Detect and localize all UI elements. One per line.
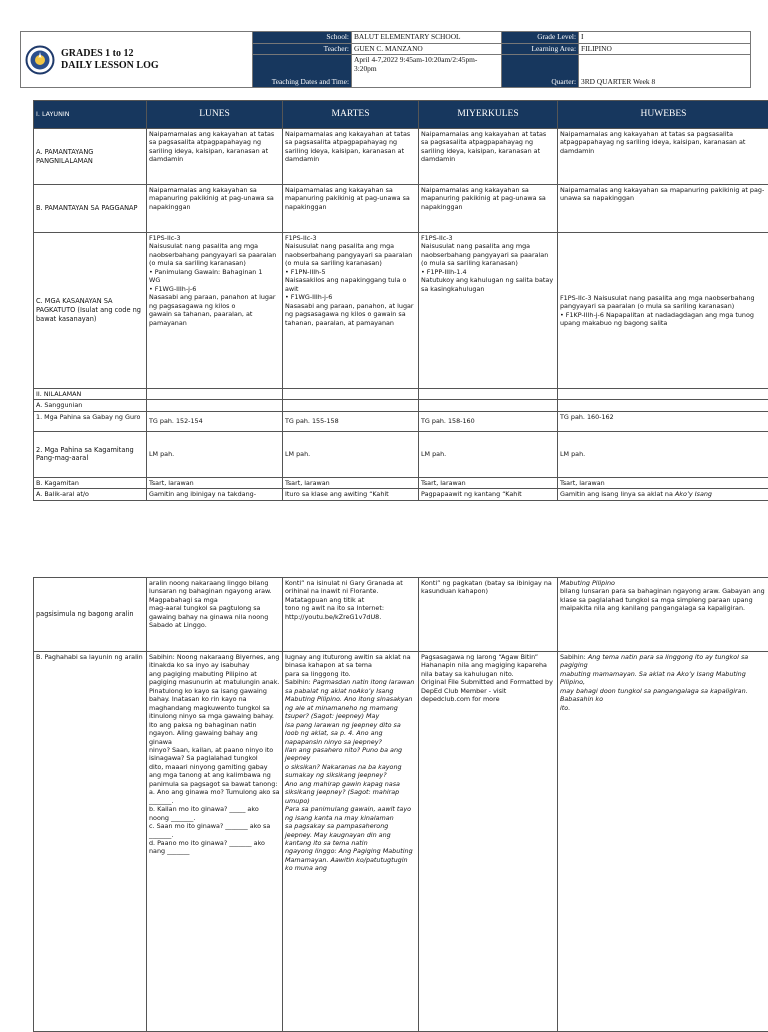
q4-italic: Ang tema natin para sa linggong ito ay tungkol sa pagiging mabuting mamamayan. Sa aklat na Ako’y Isang Mabuting Pilipino, may bahagi doon tungkol sa pangangalaga sa kapaligiran. Babasahin ko ito.	[560, 653, 748, 712]
table-cell	[419, 389, 558, 400]
balik-4-italic: Ako’y Isang	[675, 490, 712, 498]
header-table	[20, 31, 751, 88]
layunin-header: I. LAYUNIN	[34, 101, 147, 129]
table-cell: TG pah. 160-162	[558, 411, 768, 431]
kasanayan-label: C. MGA KASANAYAN SA PAGKATUTO (Isulat ang code ng bawat kasanayan)	[34, 233, 147, 389]
school-label: School:	[253, 32, 352, 44]
table-cell: Naipamamalas ang kakayahan at tatas sa pagsasalita atpagpapahayag ng sariling ideya, kaisipan, karanasan at damdamin	[283, 129, 419, 185]
learning-area-value: FILIPINO	[579, 43, 751, 55]
table-cell: Konti” ng pagkatan (batay sa ibinigay na kasunduan kahapon)	[419, 578, 558, 652]
table-cell: TG pah. 155-158	[283, 411, 419, 431]
table-cell: TG pah. 158-160	[419, 411, 558, 431]
quarter-label: Quarter:	[502, 55, 579, 88]
balik-aral-label: A. Balik-aral at/o	[34, 489, 147, 500]
teacher-label: Teacher:	[253, 43, 352, 55]
table-cell	[147, 389, 283, 400]
table-cell: Pagsasagawa ng larong “Agaw Bitin” Hahanapin nila ang magiging kapareha nila batay sa kahulugan nito. Original File Submitted and Formatted by DepEd Club Member - visit depedclub.com for more	[419, 652, 558, 1032]
table-cell: Pagpapaawit ng kantang “Kahit	[419, 489, 558, 500]
pamantayang-label: A. PAMANTAYANG PANGNILALAMAN	[34, 129, 147, 185]
table-cell: LM pah.	[558, 431, 768, 477]
table-cell: Tsart, larawan	[558, 477, 768, 488]
table-cell: Naipamamalas ang kakayahan sa mapanuring pakikinig at pag-unawa sa napakinggan	[558, 185, 768, 233]
lesson-table	[33, 100, 768, 501]
grade-level-label: Grade Level:	[502, 32, 579, 44]
table-cell	[283, 389, 419, 400]
gabay-label: 1. Mga Pahina sa Gabay ng Guro	[34, 411, 147, 431]
table-cell: Naipamamalas ang kakayahan at tatas sa pagsasalita atpagpapahayag ng sariling ideya, kaisipan, karanasan at damdamin	[558, 129, 768, 185]
quarter-value: 3RD QUARTER Week 8	[579, 55, 751, 88]
day-header-miyerkules: MIYERKULES	[419, 101, 558, 129]
table-cell: Tsart, larawan	[147, 477, 283, 488]
table-cell: Ituro sa klase ang awiting “Kahit	[283, 489, 419, 500]
table-cell: LM pah.	[419, 431, 558, 477]
table-cell: F1PS-IIc-3 Naisusulat nang pasalita ang mga naobserbahang pangyayari sa paaralan (o mula sa sariling karanasan) • F1PN-IIIh-5 Naisasakilos ang napakinggang tula o awit • F1WG-IIIh-j-6 Nasasabi ang paraan, panahon, at lugar ng pagsasagawa ng kilos o gawain sa tahanan, paaralan, at pamayanan	[283, 233, 419, 389]
table-cell: LM pah.	[283, 431, 419, 477]
grade-level-value: I	[579, 32, 751, 44]
table-cell	[558, 489, 768, 500]
grades-title: GRADES 1 to 12	[61, 48, 159, 60]
day-header-lunes: LUNES	[147, 101, 283, 129]
lesson-table-continued	[33, 577, 768, 1032]
table-cell	[558, 400, 768, 411]
table-cell: aralin noong nakaraang linggo bilang lunsaran ng bahaginan ngayong araw. Magpabahagi sa mga mag-aaral tungkol sa pagtulong sa gawaing bahay na ginawa nila noong Sabado at Linggo.	[147, 578, 283, 652]
table-cell	[558, 578, 768, 652]
table-cell: TG pah. 152-154	[147, 411, 283, 431]
kagamitan-pahina-label: 2. Mga Pahina sa Kagamitang Pang-mag-aaral	[34, 431, 147, 477]
q4-intro: Sabihin:	[560, 653, 588, 661]
table-cell	[558, 389, 768, 400]
nilalaman-label: II. NILALAMAN	[34, 389, 147, 400]
table-cell	[558, 652, 768, 1032]
table-cell: F1PS-IIc-3 Naisusulat nang pasalita ang mga naobserbahang pangyayari sa paaralan (o mula sa sariling karanasan) • Panimulang Gawain: Bahaginan 1 WG • F1WG-IIIh-j-6 Nasasabi ang paraan, panahon at lugar ng pagsasagawa ng kilos o gawain sa tahanan, paaralan, at pamayanan	[147, 233, 283, 389]
daily-lesson-log-title: DAILY LESSON LOG	[61, 60, 159, 72]
table-cell: Naipamamalas ang kakayahan sa mapanuring pakikinig at pag-unawa sa napakinggan	[419, 185, 558, 233]
table-cell	[419, 400, 558, 411]
teacher-value: GUEN C. MANZANO	[352, 43, 502, 55]
table-cell: Naipamamalas ang kakayahan at tatas sa pagsasalita atpagpapahayag ng sariling ideya, kaisipan, karanasan at damdamin	[147, 129, 283, 185]
table-cell: Sabihin: Noong nakaraang Biyernes, ang itinakda ko sa inyo ay isabuhay ang pagiging mabuting Pilipino at pagiging masunurin at matulungin anak. Pinatulong ko kayo sa isang gawaing bahay. Inatasan ko rin kayo na maghandang magkuwento tungkol sa itinulong ninyo sa mga gawaing bahay. Ito ang paksa ng bahaginan natin ngayon. Aling gawaing bahay ang ginawa ninyo? Saan, kailan, at paano ninyo ito isinagawa? Sa paglalahad tungkol dito, maaari ninyong gamiting gabay ang mga tanong at ang kalimbawa ng panimula sa pagsagot sa bawat tanong: a. Ano ang ginawa mo? Tumulong ako sa _______. b. Kailan mo ito ginawa? _____ ako noong _______. c. Saan mo ito ginawa? _______ ako sa _______. d. Paano mo ito ginawa? _______ ako nang _______	[147, 652, 283, 1032]
deped-seal-icon	[25, 45, 55, 75]
learning-area-label: Learning Area:	[502, 43, 579, 55]
q2-intro: Iugnay ang ituturong awitin sa aklat na binasa kahapon at sa tema para sa linggong ito. Sabihin:	[285, 653, 411, 686]
table-cell	[283, 400, 419, 411]
pagsisimula-label: pagsisimula ng bagong aralin	[34, 578, 147, 652]
teaching-dates-label: Teaching Dates and Time:	[253, 55, 352, 88]
table-cell: Naipamamalas ang kakayahan sa mapanuring pakikinig at pag-unawa sa napakinggan	[147, 185, 283, 233]
table-cell: F1PS-IIc-3 Naisusulat nang pasalita ang mga naobserbahang pangyayari sa paaralan (o mula sa sariling karanasan) • F1PP-IIIh-1.4 Natutukoy ang kahulugan ng salita batay sa kasingkahulugan	[419, 233, 558, 389]
p4-text: bilang lunsaran para sa bahaginan ngayong araw. Gabayan ang klase sa paglalahad tungkol sa mga simpleng paraan upang maipakita nila ang kanilang pangangalaga sa kapaligiran.	[560, 587, 767, 612]
table-cell: Naipamamalas ang kakayahan at tatas sa pagsasalita atpagpapahayag ng sariling ideya, kaisipan, karanasan at damdamin	[419, 129, 558, 185]
table-cell: LM pah.	[147, 431, 283, 477]
sanggunian-label: A. Sanggunian	[34, 400, 147, 411]
teaching-dates-value: April 4-7,2022 9:45am-10:20am/2:45pm-3:20pm	[352, 55, 502, 88]
table-cell	[283, 652, 419, 1032]
day-header-martes: MARTES	[283, 101, 419, 129]
q2-italic: Pagmasdan natin itong larawan sa pabalat ng aklat noAko’y Isang Mabuting Pilipino. Ano itong sinasakyan ng ale at minamaneho ng mamang tsuper? (Sagot: jeepney) May isa pang larawan ng jeepney dito sa loob ng aklat, sa p. 4. Ano ang napapansin ninyo sa jeepney? Ilan ang pasahero nito? Puno ba ang jeepney o siksikan? Nakaranas na ba kayong sumakay ng siksikang jeepney? Ano ang mahirap gawin kapag nasa siksikang jeepney? (Sagot: mahirap umupo) Para sa panimulang gawain, aawit tayo ng isang kanta na may kinalaman sa pagsakay sa pampasaherong jeepney. May kaugnayan din ang kantang ito sa tema natin ngayong linggo: Ang Pagiging Mabuting Mamamayan. Aawitin ko/patutugtugin ko muna ang	[285, 678, 414, 872]
p4-italic: Mabuting Pilipino	[560, 579, 767, 587]
school-value: BALUT ELEMENTARY SCHOOL	[352, 32, 502, 44]
day-header-huwebes: HUWEBES	[558, 101, 768, 129]
table-cell: Konti” na isinulat ni Gary Granada at orihinal na inawit ni Florante. Matatagpuan ang titik at tono ng awit na ito sa Internet: http://youtu.be/kZreG1v7dU8.	[283, 578, 419, 652]
balik-4-text: Gamitin ang isang linya sa aklat na	[560, 490, 675, 498]
table-cell: Tsart, larawan	[419, 477, 558, 488]
table-cell: F1PS-IIc-3 Naisusulat nang pasalita ang mga naobserbahang pangyayari sa paaralan (o mula sa sariling karanasan) • F1KP-IIIh-j-6 Napapalitan at nadadagdagan ang mga tunog upang makabuo ng bagong salita	[558, 233, 768, 389]
table-cell: Naipamamalas ang kakayahan sa mapanuring pakikinig at pag-unawa sa napakinggan	[283, 185, 419, 233]
pagganap-label: B. PAMANTAYAN SA PAGGANAP	[34, 185, 147, 233]
paghahabi-label: B. Paghahabi sa layunin ng aralin	[34, 652, 147, 1032]
table-cell: Gamitin ang ibinigay na takdang-	[147, 489, 283, 500]
header-logo-cell	[21, 32, 253, 88]
table-cell: Tsart, larawan	[283, 477, 419, 488]
kagamitan-label: B. Kagamitan	[34, 477, 147, 488]
table-cell	[147, 400, 283, 411]
